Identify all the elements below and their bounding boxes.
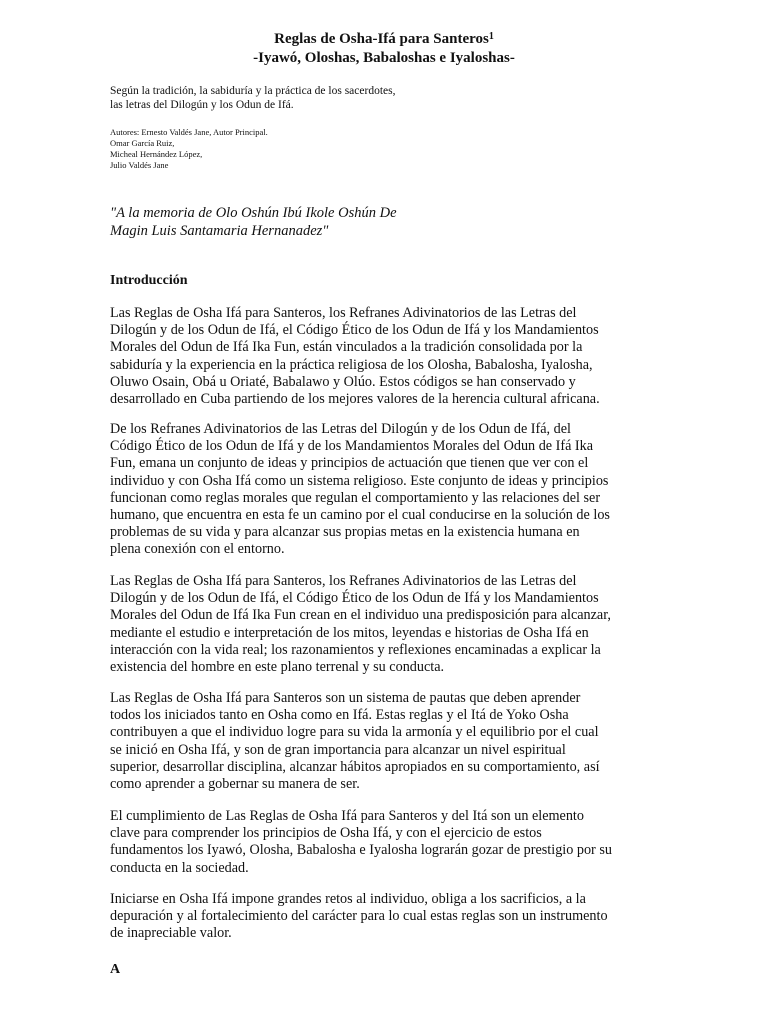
text-line: sabiduría y la experiencia en la práctica religiosa de los Olosha, Babalosha, Iyalosha,	[110, 356, 593, 373]
text-line: funcionan como reglas morales que regulan el comportamiento y las relaciones del ser	[110, 489, 601, 506]
text-line: Las Reglas de Osha Ifá para Santeros, los Refranes Adivinatorios de las Letras del	[110, 573, 577, 589]
author-line: Autores: Ernesto Valdés Jane, Autor Principal.	[110, 127, 268, 137]
paragraph-2	[110, 421, 662, 559]
text-line: De los Refranes Adivinatorios de las Letras del Dilogún y de los Odun de Ifá, del	[110, 421, 571, 437]
intro-line: Según la tradición, la sabiduría y la práctica de los sacerdotes,	[110, 85, 396, 97]
text-line: de inapreciable valor.	[110, 925, 232, 942]
text-line: mediante el estudio e interpretación de los mitos, leyendas e historias de Osha Ifá en	[110, 624, 589, 641]
section-heading: Introducción	[110, 273, 188, 288]
intro-statement	[110, 84, 670, 112]
text-line: Las Reglas de Osha Ifá para Santeros, los Refranes Adivinatorios de las Letras del	[110, 305, 577, 321]
text-line: Iniciarse en Osha Ifá impone grandes retos al individuo, obliga a los sacrificios, a la	[110, 891, 586, 907]
text-line: Oluwo Osain, Obá u Oriaté, Babalawo y Olúo. Estos códigos se han conservado y	[110, 373, 576, 390]
text-line: existencia del hombre en este plano terrenal y su conducta.	[110, 659, 445, 676]
text-line: conducta en la sociedad.	[110, 859, 249, 876]
document-title	[0, 30, 768, 48]
title-text: Reglas de Osha-Ifá para Santeros	[274, 31, 489, 47]
text-line: se inició en Osha Ifá, y son de gran importancia para alcanzar un nivel espiritual	[110, 741, 566, 758]
text-line: clave para comprender los principios de Osha Ifá, y con el ejercicio de estos	[110, 825, 542, 842]
text-line: Fun, emana un conjunto de ideas y principios de actuación que tienen que ver con el	[110, 455, 589, 472]
text-line: Dilogún y de los Odun de Ifá, el Código Ético de los Odun de Ifá y los Mandamientos	[110, 322, 599, 339]
text-line: contribuyen a que el individuo logre para su vida la armonía y el equilibrio por el cual	[110, 724, 599, 741]
paragraph-4	[110, 690, 662, 793]
text-line: superior, desarrollar disciplina, alcanzar hábitos apropiados en su comportamiento, así	[110, 758, 600, 775]
text-line: problemas de su vida y para alcanzar sus propias metas en la existencia humana en	[110, 524, 580, 541]
dedication	[110, 204, 670, 240]
text-line: fundamentos los Iyawó, Olosha, Babalosha e Iyalosha lograrán gozar de prestigio por su	[110, 842, 612, 859]
paragraph-3	[110, 573, 662, 676]
text-line: Las Reglas de Osha Ifá para Santeros son un sistema de pautas que deben aprender	[110, 690, 581, 706]
text-line: desarrollado en Cuba partiendo de los mejores valores de la herencia cultural africana.	[110, 391, 600, 408]
author-line: Micheal Hernández López,	[110, 149, 203, 159]
author-line: Omar García Ruiz,	[110, 138, 175, 148]
paragraph-5	[110, 808, 662, 877]
text-line: interacción con la vida real; los razonamientos y reflexiones encaminadas a explicar la	[110, 641, 601, 658]
next-section-heading: A	[110, 962, 121, 977]
footnote-marker: 1	[488, 31, 494, 42]
text-line: El cumplimiento de Las Reglas de Osha Ifá para Santeros y del Itá son un elemento	[110, 808, 584, 824]
text-line: depuración y al fortalecimiento del carácter para lo cual estas reglas son un instrumento	[110, 908, 608, 925]
intro-line: las letras del Dilogún y los Odun de Ifá.	[110, 99, 294, 111]
authors-list	[110, 127, 510, 171]
paragraph-6	[110, 891, 662, 943]
author-line: Julio Valdés Jane	[110, 160, 169, 170]
text-line: Morales del Odun de Ifá Ika Fun crean en el individuo una predisposición para alcanzar,	[110, 607, 611, 624]
text-line: Dilogún y de los Odun de Ifá, el Código Ético de los Odun de Ifá y los Mandamientos	[110, 590, 599, 607]
text-line: como aprender a gobernar su manera de ser.	[110, 776, 360, 793]
text-line: plena conexión con el entorno.	[110, 541, 285, 558]
text-line: Morales del Odun de Ifá Ika Fun, están vinculados a la tradición consolidada por la	[110, 339, 583, 356]
document-subtitle: -Iyawó, Oloshas, Babaloshas e Iyaloshas-	[253, 50, 515, 66]
dedication-line: Magin Luis Santamaria Hernanadez"	[110, 223, 329, 239]
paragraph-1	[110, 305, 662, 408]
text-line: individuo y con Osha Ifá como un sistema religioso. Este conjunto de ideas y principios	[110, 472, 609, 489]
text-line: todos los iniciados tanto en Osha como en Ifá. Estas reglas y el Itá de Yoko Osha	[110, 707, 569, 724]
text-line: Código Ético de los Odun de Ifá y de los Mandamientos Morales del Odun de Ifá Ika	[110, 438, 594, 455]
dedication-line: "A la memoria de Olo Oshún Ibú Ikole Oshún De	[110, 205, 397, 221]
text-line: humano, que encuentra en esta fe un camino por el cual conducirse en la solución de los	[110, 507, 610, 524]
